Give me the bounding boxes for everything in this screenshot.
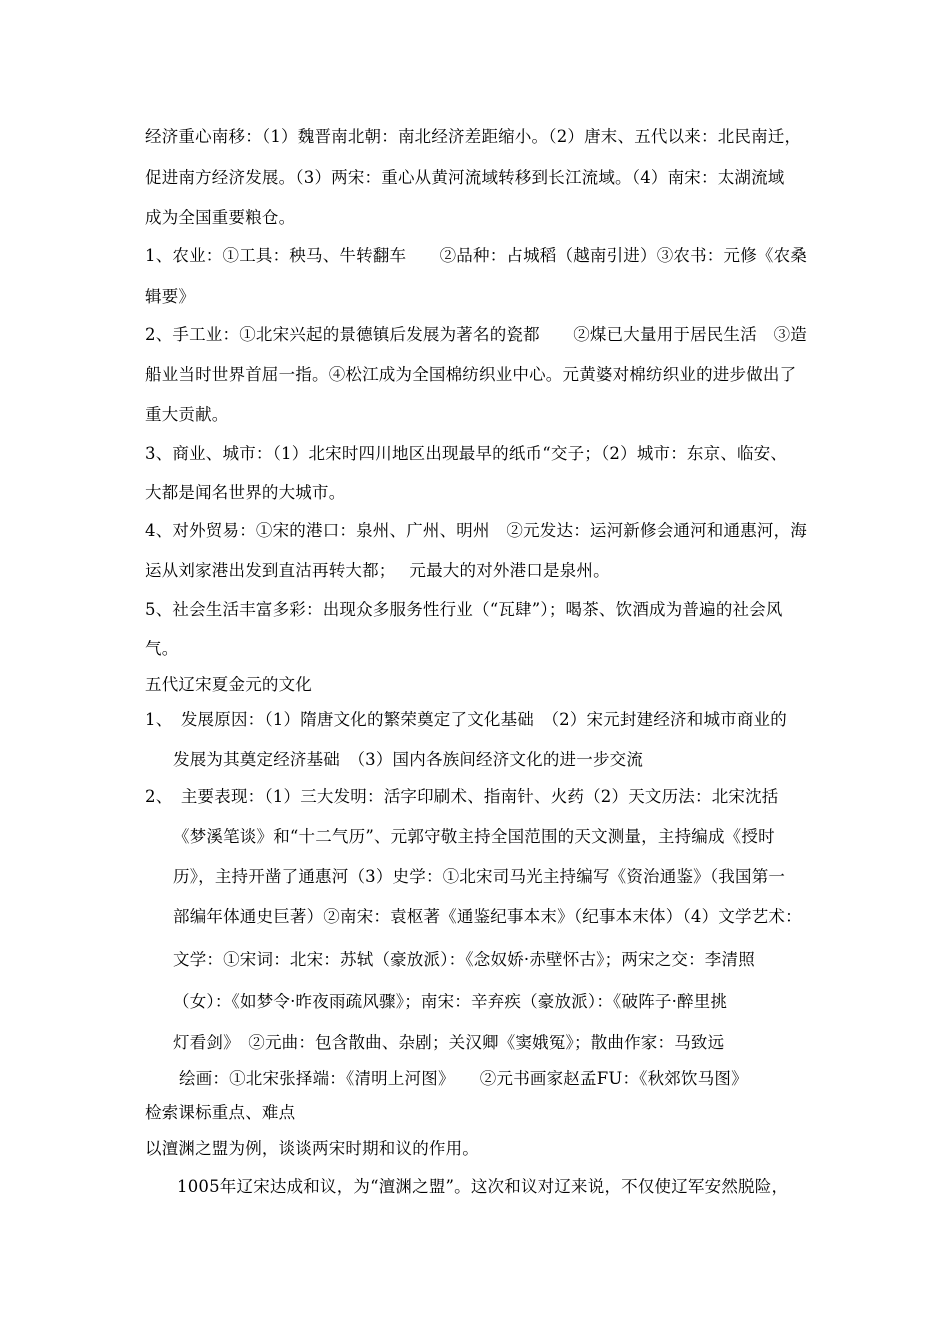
text-line: 4、对外贸易：①宋的港口：泉州、广州、明州 ②元发达：运河新修会通河和通惠河，海 xyxy=(145,521,807,540)
text-line: 3、商业、城市：（1）北宋时四川地区出现最早的纸币“交子；（2）城市：东京、临安、 xyxy=(145,444,788,463)
section-heading: 五代辽宋夏金元的文化 xyxy=(145,675,312,694)
text-line: 2、 主要表现：（1）三大发明：活字印刷术、指南针、火药（2）天文历法：北宋沈括 xyxy=(145,787,779,806)
text-line: （女）：《如梦令·昨夜雨疏风骤》；南宋：辛弃疾（豪放派）：《破阵子·醉里挑 xyxy=(173,992,728,1011)
text-line: 船业当时世界首屈一指。④松江成为全国棉纺织业中心。元黄婆对棉纺织业的进步做出了 xyxy=(145,365,797,384)
text-line: 部编年体通史巨著）②南宋：袁枢著《通鉴纪事本末》（纪事本末体）（4）文学艺术： xyxy=(173,907,802,926)
text-line: 气。 xyxy=(145,639,179,658)
text-line: 大都是闻名世界的大城市。 xyxy=(145,483,346,502)
text-line: 发展为其奠定经济基础 （3）国内各族间经济文化的进一步交流 xyxy=(173,750,644,769)
text-line: 2、手工业：①北宋兴起的景德镇后发展为著名的瓷都 ②煤已大量用于居民生活 ③造 xyxy=(145,325,807,344)
text-line: 促进南方经济发展。（3）两宋：重心从黄河流域转移到长江流域。（4）南宋：太湖流域 xyxy=(145,168,785,187)
text-line: 1、 发展原因：（1）隋唐文化的繁荣奠定了文化基础 （2）宋元封建经济和城市商业的 xyxy=(145,710,787,729)
text-line: 5、社会生活丰富多彩：出现众多服务性行业（“瓦肆”）；喝茶、饮酒成为普遍的社会风 xyxy=(145,600,783,619)
text-line: 经济重心南移：（1）魏晋南北朝：南北经济差距缩小。（2）唐末、五代以来：北民南迁， xyxy=(145,127,802,146)
text-line: 《梦溪笔谈》和“十二气历”、元郭守敬主持全国范围的天文测量，主持编成《授时 xyxy=(173,827,775,846)
text-line: 历》，主持开凿了通惠河（3）史学：①北宋司马光主持编写《资治通鉴》（我国第一 xyxy=(173,867,786,886)
text-line: 以澶渊之盟为例，谈谈两宋时期和议的作用。 xyxy=(145,1139,479,1158)
text-line: 1005年辽宋达成和议，为“澶渊之盟”。这次和议对辽来说，不仅使辽军安然脱险， xyxy=(177,1177,789,1196)
text-line: 文学：①宋词：北宋：苏轼（豪放派）：《念奴娇·赤壁怀古》；两宋之交：李清照 xyxy=(173,950,755,969)
text-line: 辑要》 xyxy=(145,287,196,306)
text-line: 成为全国重要粮仓。 xyxy=(145,208,296,227)
text-line: 1、农业：①工具：秧马、牛转翻车 ②品种：占城稻（越南引进）③农书：元修《农桑 xyxy=(145,246,807,265)
text-line: 运从刘家港出发到直沽再转大都； 元最大的对外港口是泉州。 xyxy=(145,561,610,580)
text-line: 重大贡献。 xyxy=(145,405,229,424)
text-line: 灯看剑》 ②元曲：包含散曲、杂剧；关汉卿《窦娥冤》；散曲作家：马致远 xyxy=(173,1033,725,1052)
section-heading: 检索课标重点、难点 xyxy=(145,1103,296,1122)
text-line: 绘画：①北宋张择端：《清明上河图》 ②元书画家赵孟FU：《秋郊饮马图》 xyxy=(179,1069,748,1088)
